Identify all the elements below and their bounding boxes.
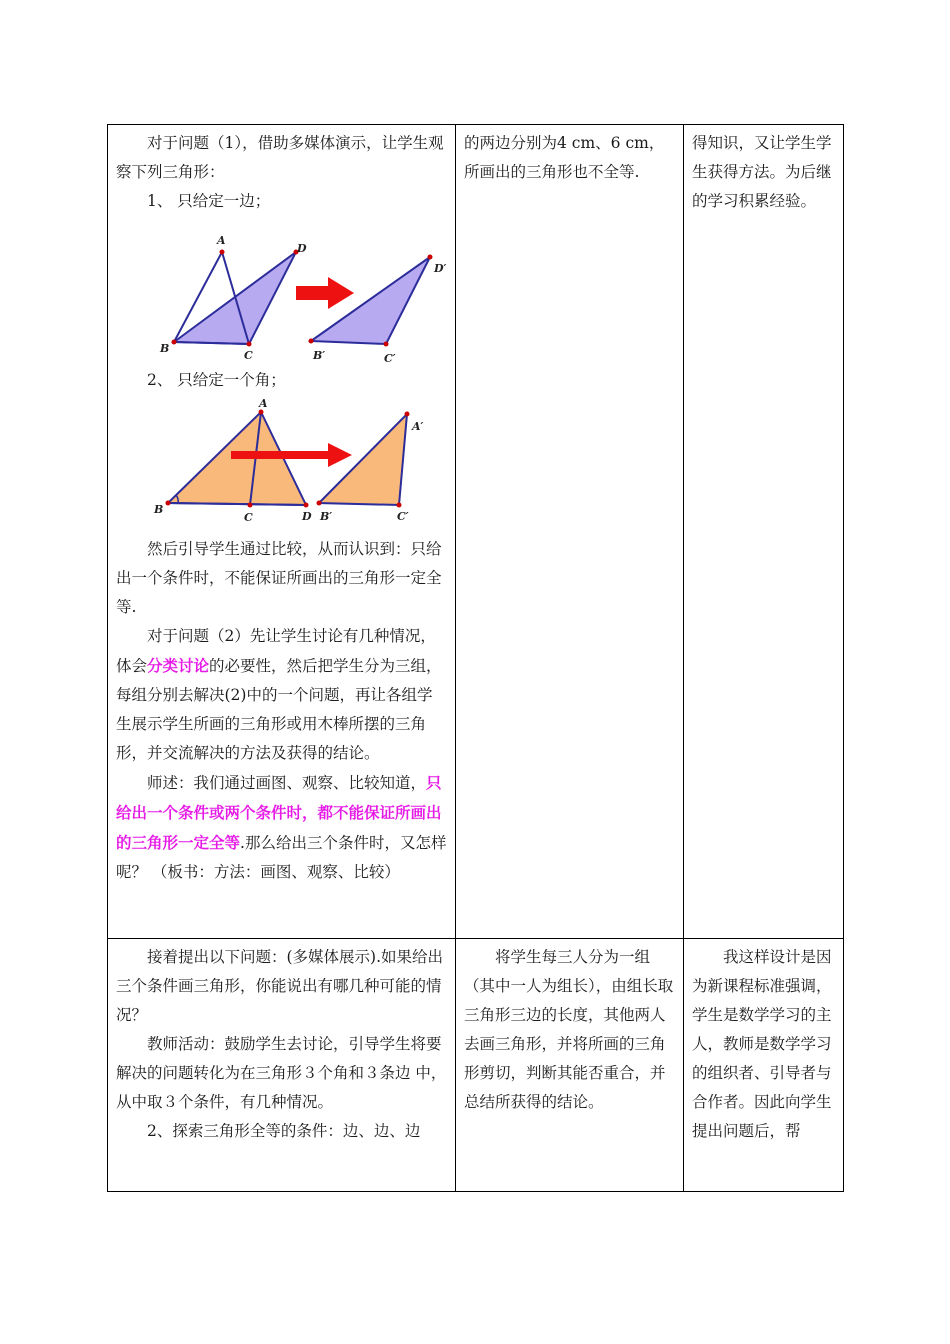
paragraph-compare: 然后引导学生通过比较，从而认识到：只给出一个条件时，不能保证所画出的三角形一定全等. [116, 540, 442, 616]
activity-cell [108, 125, 456, 939]
label-a-prime: A′ [412, 420, 424, 433]
list-item-one-side: 1、 只给定一边； [147, 192, 271, 210]
activity-cell [108, 939, 456, 1192]
design-intent-text: 我这样设计是因为新课程标准强调，学生是数学学习的主人，教师是数学学习的组织者、引导者与合作者。因此向学生提出问题后，帮 [692, 948, 832, 1140]
figure-one-side-triangles [116, 216, 447, 366]
design-intent-cell [684, 125, 844, 939]
paragraph-explore-sss: 2、探索三角形全等的条件：边、边、边 [147, 1122, 421, 1140]
paragraph-teacher-activity: 教师活动：鼓励学生去讨论，引导学生将要解决的问题转化为在三角形３个角和３条边 中，从中取３个条件，有几种情况。 [116, 1035, 447, 1111]
highlight-classification: 分类讨论 [147, 656, 210, 675]
label-d: D [302, 510, 312, 523]
table-row [108, 939, 844, 1192]
label-c-prime: C′ [384, 352, 396, 365]
label-b: B [154, 503, 164, 516]
table-row [108, 125, 844, 939]
list-item-one-angle: 2、 只给定一个角； [147, 371, 286, 389]
label-b-prime: B′ [320, 510, 333, 523]
student-activity-text: 的两边分别为4 cm、6 cm，所画出的三角形也不全等. [464, 134, 665, 181]
label-b: B [160, 342, 170, 355]
student-activity-text: 将学生每三人分为一组（其中一人为组长），由组长取三角形三边的长度，其他两人去画三角形，并将所画的三角形剪切，判断其能否重合，并总结所获得的结论。 [464, 948, 674, 1111]
arrow-icon [296, 277, 354, 309]
paragraph-problem-two: 对于问题（2）先让学生讨论有几种情况，体会分类讨论的必要性，然后把学生分为三组，每组分别去解决(2)中的一个问题，再让各组学生展示学生所画的三角形或用木棒所摆的三角形，并交流解决的方法及获得的结论。 [116, 627, 442, 762]
lesson-table [107, 124, 844, 1192]
highlight-conclusion: 只给出一个条件或两个条件时，都不能保证所画出的三角形一定全等 [116, 773, 442, 852]
figure-one-angle-triangles [116, 395, 436, 535]
student-activity-cell [456, 125, 684, 939]
label-b-prime: B′ [313, 349, 326, 362]
student-activity-cell [456, 939, 684, 1192]
label-c-prime: C′ [397, 510, 409, 523]
label-a: A [259, 397, 268, 410]
design-intent-cell [684, 939, 844, 1192]
label-c: C [244, 349, 253, 362]
label-d-prime: D′ [434, 262, 447, 275]
paragraph-teacher-summary: 师述：我们通过画图、观察、比较知道，只给出一个条件或两个条件时，都不能保证所画出的三角形一定全等.那么给出三个条件时，又怎样呢？ （板书：方法：画图、观察、比较） [116, 773, 447, 881]
intro-text: 对于问题（1），借助多媒体演示，让学生观察下列三角形： [116, 134, 444, 181]
label-a: A [217, 234, 226, 247]
label-c: C [244, 511, 253, 524]
paragraph-question: 接着提出以下问题：(多媒体展示).如果给出三个条件画三角形，你能说出有哪几种可能的情况？ [116, 948, 444, 1024]
design-intent-text: 得知识，又让学生学生获得方法。为后继的学习积累经验。 [692, 134, 832, 210]
label-d: D [297, 242, 307, 255]
